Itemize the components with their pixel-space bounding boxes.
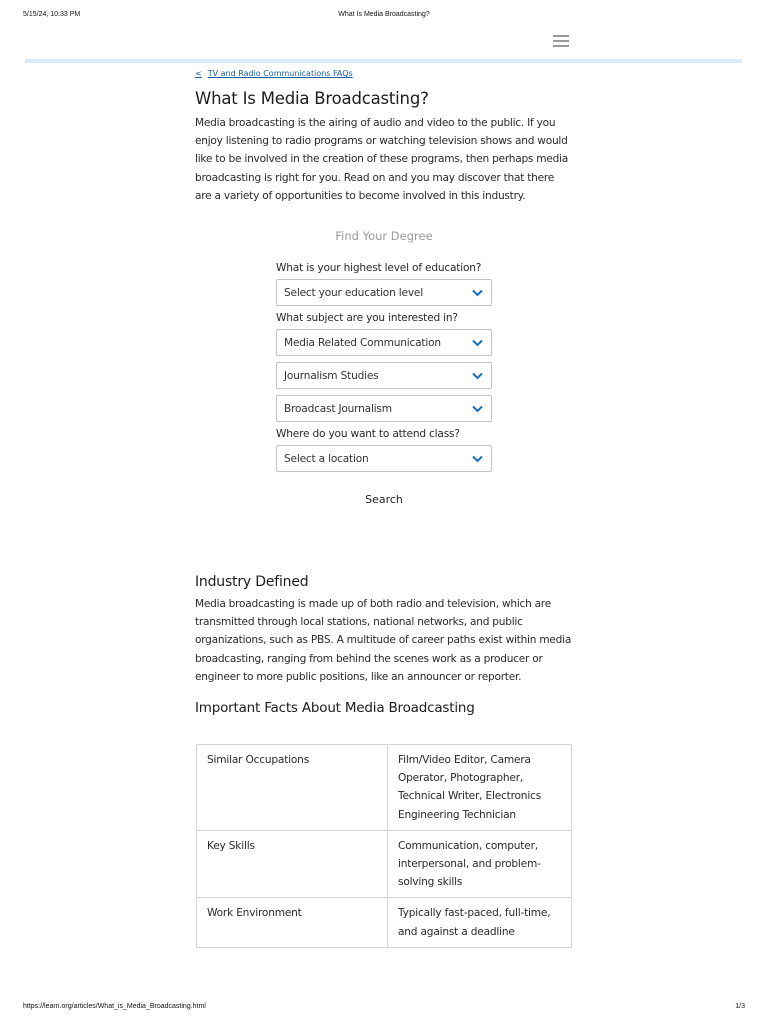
hamburger-menu-icon[interactable] [553, 35, 569, 47]
table-cell-value: Typically fast-paced, full-time, and against a deadline [388, 898, 572, 947]
print-url: https://learn.org/articles/What_is_Media_Broadcasting.html [23, 1003, 206, 1010]
subject-select-2-value: Journalism Studies [284, 369, 379, 382]
subject-select-2[interactable] [276, 362, 492, 389]
subject-select-1-value: Media Related Communication [284, 336, 441, 349]
industry-paragraph: Media broadcasting is made up of both radio and television, which are transmitted through local stations, national networks, and public organizations, such as PBS. A multitude of career paths exist within media broadcasting, ranging from behind the scenes work as a producer or engineer to more public positions, like an announcer or reporter. [195, 598, 572, 683]
table-cell-value: Film/Video Editor, Camera Operator, Photographer, Technical Writer, Electronics Engineering Technician [388, 745, 572, 831]
table-cell-value: Communication, computer, interpersonal, and problem-solving skills [388, 830, 572, 898]
chevron-down-icon [472, 455, 483, 463]
education-select-value: Select your education level [284, 286, 423, 299]
education-select[interactable] [276, 279, 492, 306]
article [195, 68, 573, 205]
table-row [197, 898, 572, 947]
breadcrumb[interactable] [195, 69, 573, 78]
header-divider [25, 59, 742, 63]
location-question: Where do you want to attend class? [276, 428, 460, 440]
table-cell-key: Similar Occupations [197, 745, 388, 831]
facts-heading: Important Facts About Media Broadcasting [195, 700, 475, 717]
industry-section [195, 574, 573, 716]
print-title: What Is Media Broadcasting? [338, 11, 430, 18]
facts-table [196, 744, 572, 948]
location-select-value: Select a location [284, 452, 369, 465]
table-row [197, 830, 572, 898]
print-page-number: 1/3 [735, 1003, 745, 1010]
page-title: What Is Media Broadcasting? [195, 89, 429, 108]
location-select[interactable] [276, 445, 492, 472]
chevron-down-icon [472, 372, 483, 380]
subject-select-1[interactable] [276, 329, 492, 356]
chevron-down-icon [472, 339, 483, 347]
chevron-down-icon [472, 289, 483, 297]
subject-question: What subject are you interested in? [276, 312, 458, 324]
chevron-down-icon [472, 405, 483, 413]
table-cell-key: Work Environment [197, 898, 388, 947]
subject-select-3[interactable] [276, 395, 492, 422]
intro-paragraph: Media broadcasting is the airing of audio and video to the public. If you enjoy listening to radio programs or watching television shows and would like to be involved in the creation of these programs, then perhaps media broadcasting is right for you. Read on and you may discover that there are a variety of opportunities to become involved in this industry. [195, 117, 569, 202]
education-question: What is your highest level of education? [276, 262, 482, 274]
table-row [197, 745, 572, 831]
table-cell-key: Key Skills [197, 830, 388, 898]
finder-title: Find Your Degree [335, 229, 433, 243]
degree-finder [276, 229, 492, 506]
print-datetime: 5/15/24, 10:33 PM [23, 11, 81, 18]
breadcrumb-link[interactable]: TV and Radio Communications FAQs [207, 69, 353, 78]
search-button[interactable]: Search [365, 493, 403, 506]
industry-heading: Industry Defined [195, 574, 309, 590]
chevron-left-icon: < [195, 69, 202, 78]
subject-select-3-value: Broadcast Journalism [284, 402, 392, 415]
